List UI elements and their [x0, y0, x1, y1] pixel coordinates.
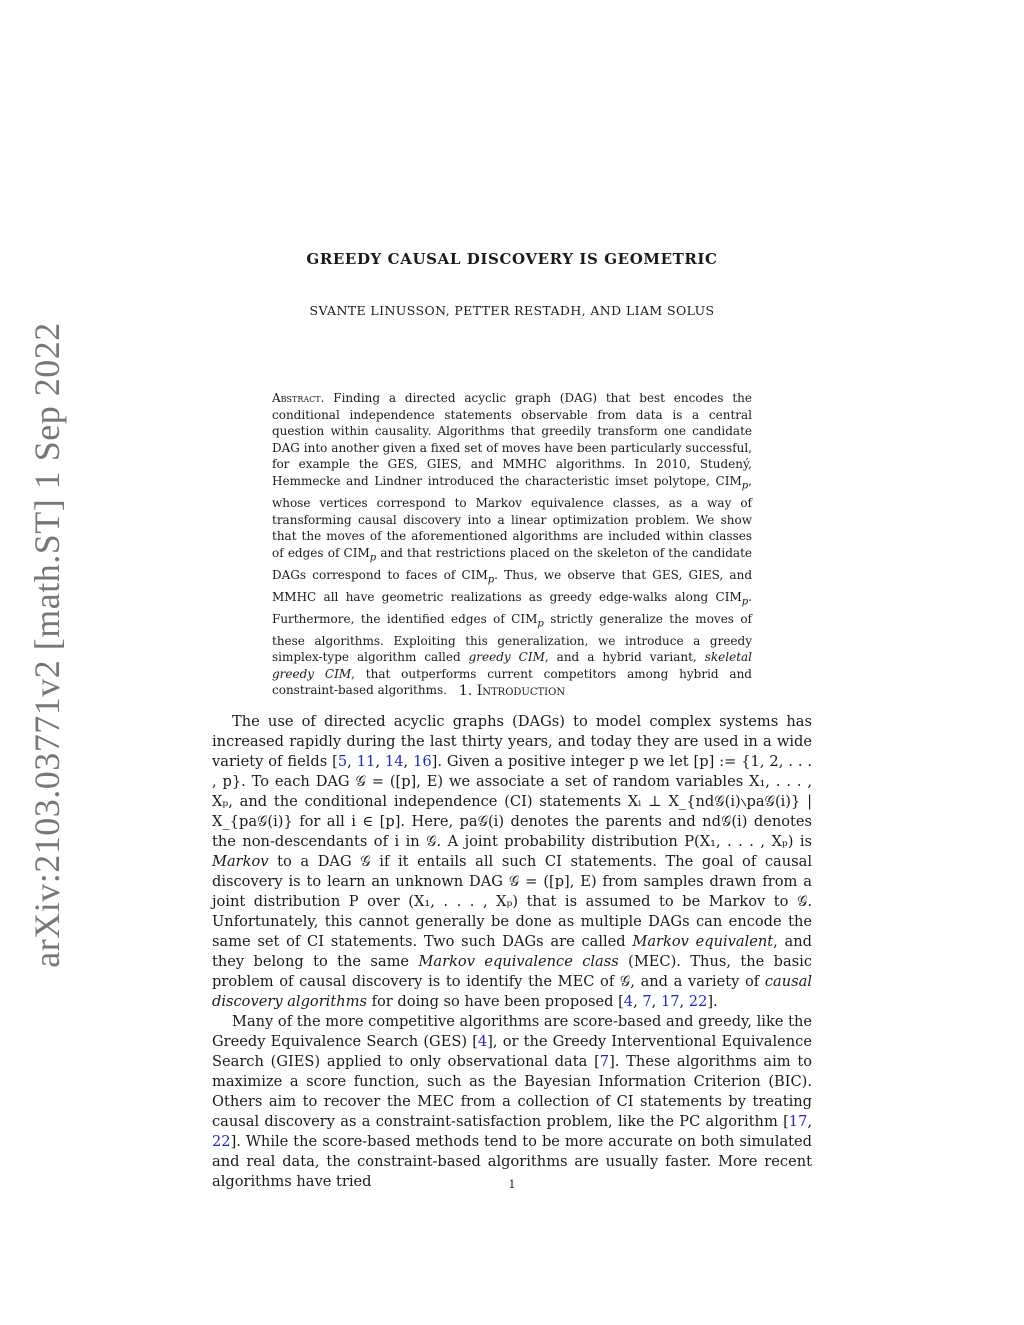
section-heading: 1. Introduction: [458, 683, 566, 699]
citation-link[interactable]: 17: [788, 1113, 808, 1130]
citation-link[interactable]: 5: [337, 753, 348, 770]
section-body: [212, 712, 812, 1192]
citation-link[interactable]: 7: [642, 993, 652, 1010]
paper-title: GREEDY CAUSAL DISCOVERY IS GEOMETRIC: [306, 250, 718, 268]
paragraph-2: Many of the more competitive algorithms are score-based and greedy, like the Greedy Equivalence Search (GES) [4], or the Greedy Interventional Equivalence Search (GIES) applied to only observational data [7]. These algorithms aim to maximize a score function, such as the Bayesian Information Criterion (BIC). Others aim to recover the MEC from a collection of CI statements by treating causal discovery as a constraint-satisfaction problem, like the PC algorithm [17, 22]. While the score-based methods tend to be more accurate on both simulated and real data, the constraint-based algorithms are usually faster. More recent algorithms have tried: [212, 1013, 812, 1190]
citation-link[interactable]: 16: [413, 753, 432, 770]
paper-authors: SVANTE LINUSSON, PETTER RESTADH, AND LIAM SOLUS: [309, 303, 715, 318]
abstract: Abstract. Finding a directed acyclic graph (DAG) that best encodes the conditional independence statements observable from data is a central question within causality. Algorithms that greedily transform one candidate DAG into another given a fixed set of moves have been particularly successful, for example the GES, GIES, and MMHC algorithms. In 2010, Studený, Hemmecke and Lindner introduced the characteristic imset polytope, $CIM_p$, whose vertices correspond to Markov equivalence classes, as a way of transforming causal discovery into a linear optimization problem. We show that the moves of the aforementioned algorithms are included within classes of edges of $CIM_p$ and that restrictions placed on the skeleton of the candidate DAGs correspond to faces of $CIM_p$. Thus, we observe that GES, GIES, and MMHC all have geometric realizations as greedy edge-walks along $CIM_p$. Furthermore, the identified edges of $CIM_p$ strictly generalize the moves of these algorithms. Exploiting this generalization, we introduce a greedy simplex-type algorithm called greedy CIM, and a hybrid variant, skeletal greedy CIM, that outperforms current competitors among hybrid and constraint-based algorithms.: [272, 391, 753, 698]
citation-link[interactable]: 17: [660, 993, 680, 1010]
arxiv-sidebar-stamp: [22, 322, 72, 968]
abstract-label: Abstract.: [272, 391, 325, 405]
citation-link[interactable]: 22: [688, 993, 708, 1010]
citation-link[interactable]: 4: [477, 1033, 488, 1050]
citation-link[interactable]: 22: [212, 1133, 231, 1150]
arxiv-id: arXiv:2103.03771v2 [math.ST] 1 Sep 2022: [27, 322, 67, 968]
citation-link[interactable]: 4: [623, 993, 634, 1010]
citation-link[interactable]: 7: [599, 1053, 610, 1070]
page-number: 1: [508, 1178, 516, 1191]
citation-link[interactable]: 11: [356, 753, 376, 770]
citation-link[interactable]: 14: [384, 753, 404, 770]
paragraph-1: The use of directed acyclic graphs (DAGs) to model complex systems has increased rapidly during the last thirty years, and today they are used in a wide variety of fields [5, 11, 14, 16]. Given a positive integer p we let [p] := {1, 2, . . . , p}. To each DAG 𝒢 = ([p], E) we associate a set of random variables X₁, . . . , Xₚ, and the conditional independence (CI) statements Xᵢ ⊥ X_{nd𝒢(i)∖pa𝒢(i)} | X_{pa𝒢(i)} for all i ∈ [p]. Here, pa𝒢(i) denotes the parents and nd𝒢(i) denotes the non-descendants of i in 𝒢. A joint probability distribution P(X₁, . . . , Xₚ) is Markov to a DAG 𝒢 if it entails all such CI statements. The goal of causal discovery is to learn an unknown DAG 𝒢 = ([p], E) from samples drawn from a joint distribution P over (X₁, . . . , Xₚ) that is assumed to be Markov to 𝒢. Unfortunately, this cannot generally be done as multiple DAGs can encode the same set of CI statements. Two such DAGs are called Markov equivalent, and they belong to the same Markov equivalence class (MEC). Thus, the basic problem of causal discovery is to identify the MEC of 𝒢, and a variety of causal discovery algorithms for doing so have been proposed [4, 7, 17, 22].: [212, 713, 813, 1010]
